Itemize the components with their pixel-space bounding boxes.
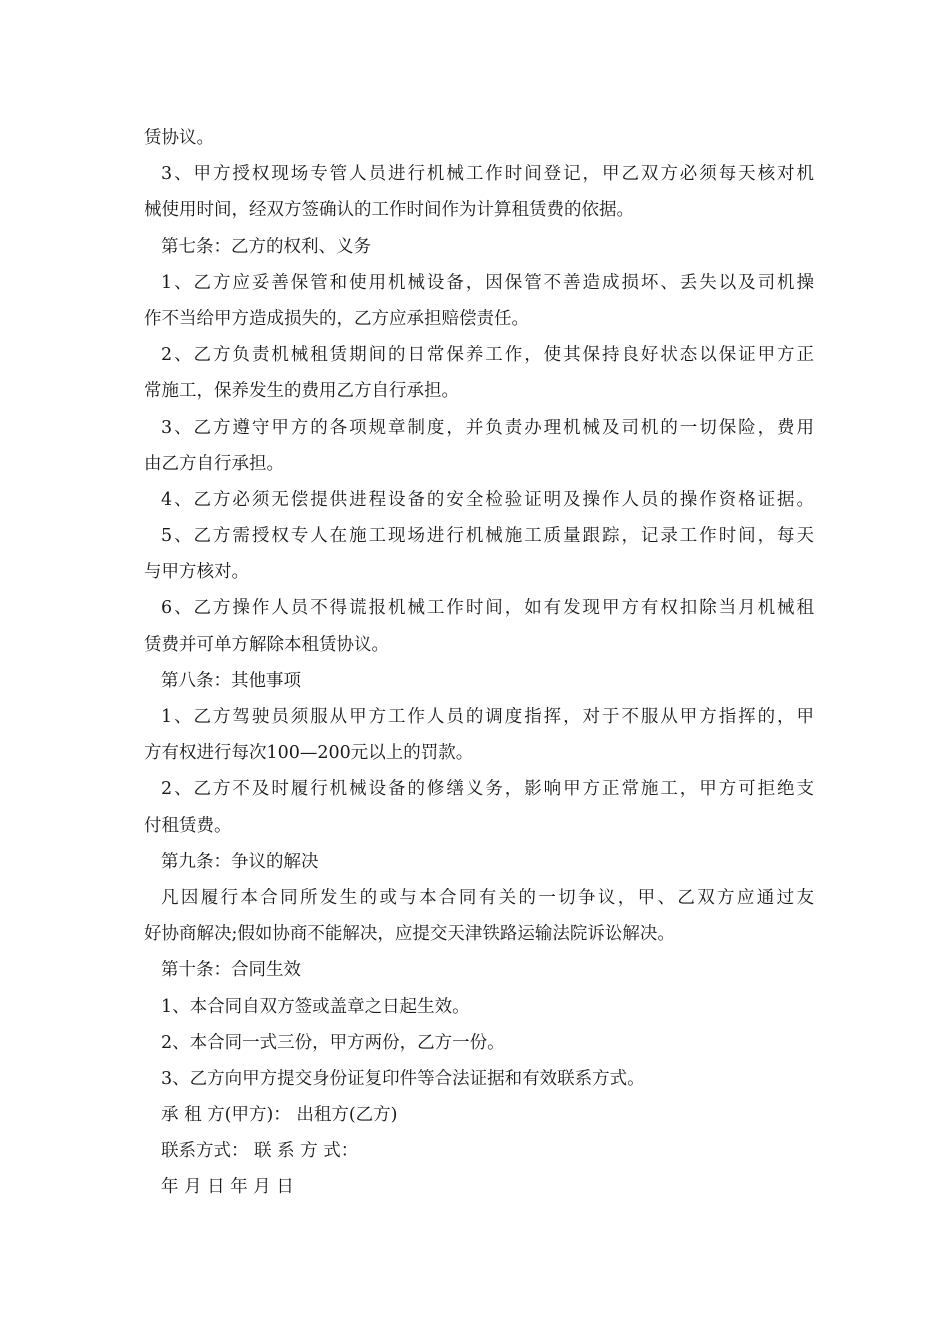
text-line: 第九条：争议的解决 — [161, 851, 319, 872]
text-line: 赁协议。 — [144, 128, 214, 148]
text-line: 械使用时间，经双方签确认的工作时间作为计算租赁费的依据。 — [144, 200, 634, 221]
text-line: 3、乙方向甲方提交身份证复印件等合法证据和有效联系方式。 — [161, 1068, 645, 1089]
text-line: 1、本合同自双方签或盖章之日起生效。 — [161, 996, 470, 1017]
text-line: 1、乙方驾驶员须服从甲方工作人员的调度指挥，对于不服从甲方指挥的，甲 — [161, 707, 814, 727]
text-line: 6、乙方操作人员不得谎报机械工作时间，如有发现甲方有权扣除当月机械租 — [161, 598, 814, 619]
text-line: 与甲方核对。 — [144, 562, 249, 583]
text-line: 5、乙方需授权专人在施工现场进行机械施工质量跟踪，记录工作时间，每天 — [161, 526, 814, 547]
text-line: 2、本合同一式三份，甲方两份，乙方一份。 — [161, 1032, 505, 1053]
text-line: 凡因履行本合同所发生的或与本合同有关的一切争议，甲、乙双方应通过友 — [161, 887, 814, 908]
text-line: 常施工，保养发生的费用乙方自行承担。 — [144, 381, 459, 402]
text-line: 2、乙方负责机械租赁期间的日常保养工作，使其保持良好状态以保证甲方正 — [161, 345, 814, 366]
document-body — [144, 120, 814, 1206]
text-line: 3、甲方授权现场专管人员进行机械工作时间登记，甲乙双方必须每天核对机 — [161, 164, 814, 185]
text-line: 作不当给甲方造成损失的，乙方应承担赔偿责任。 — [144, 308, 529, 329]
text-line: 付租赁费。 — [144, 815, 232, 836]
text-line: 3、乙方遵守甲方的各项规章制度，并负责办理机械及司机的一切保险，费用 — [161, 417, 814, 438]
text-line: 年 月 日 年 月 日 — [161, 1177, 294, 1198]
text-line: 2、乙方不及时履行机械设备的修缮义务，影响甲方正常施工，甲方可拒绝支 — [161, 779, 814, 800]
text-line: 由乙方自行承担。 — [144, 453, 284, 474]
text-line: 第十条：合同生效 — [161, 960, 301, 981]
text-line: 方有权进行每次100—200元以上的罚款。 — [144, 743, 474, 764]
text-line: 4、乙方必须无偿提供进程设备的安全检验证明及操作人员的操作资格证据。 — [161, 489, 814, 510]
text-line: 好协商解决;假如协商不能解决，应提交天津铁路运输法院诉讼解决。 — [144, 924, 675, 945]
text-line: 1、乙方应妥善保管和使用机械设备，因保管不善造成损坏、丢失以及司机操 — [161, 272, 814, 293]
text-line: 第八条：其他事项 — [161, 670, 301, 691]
text-line: 联系方式： 联 系 方 式： — [161, 1141, 359, 1162]
text-line: 承 租 方(甲方)： 出租方(乙方) — [161, 1105, 398, 1126]
text-line: 赁费并可单方解除本租赁协议。 — [144, 634, 389, 655]
text-line: 第七条：乙方的权利、义务 — [161, 236, 371, 257]
